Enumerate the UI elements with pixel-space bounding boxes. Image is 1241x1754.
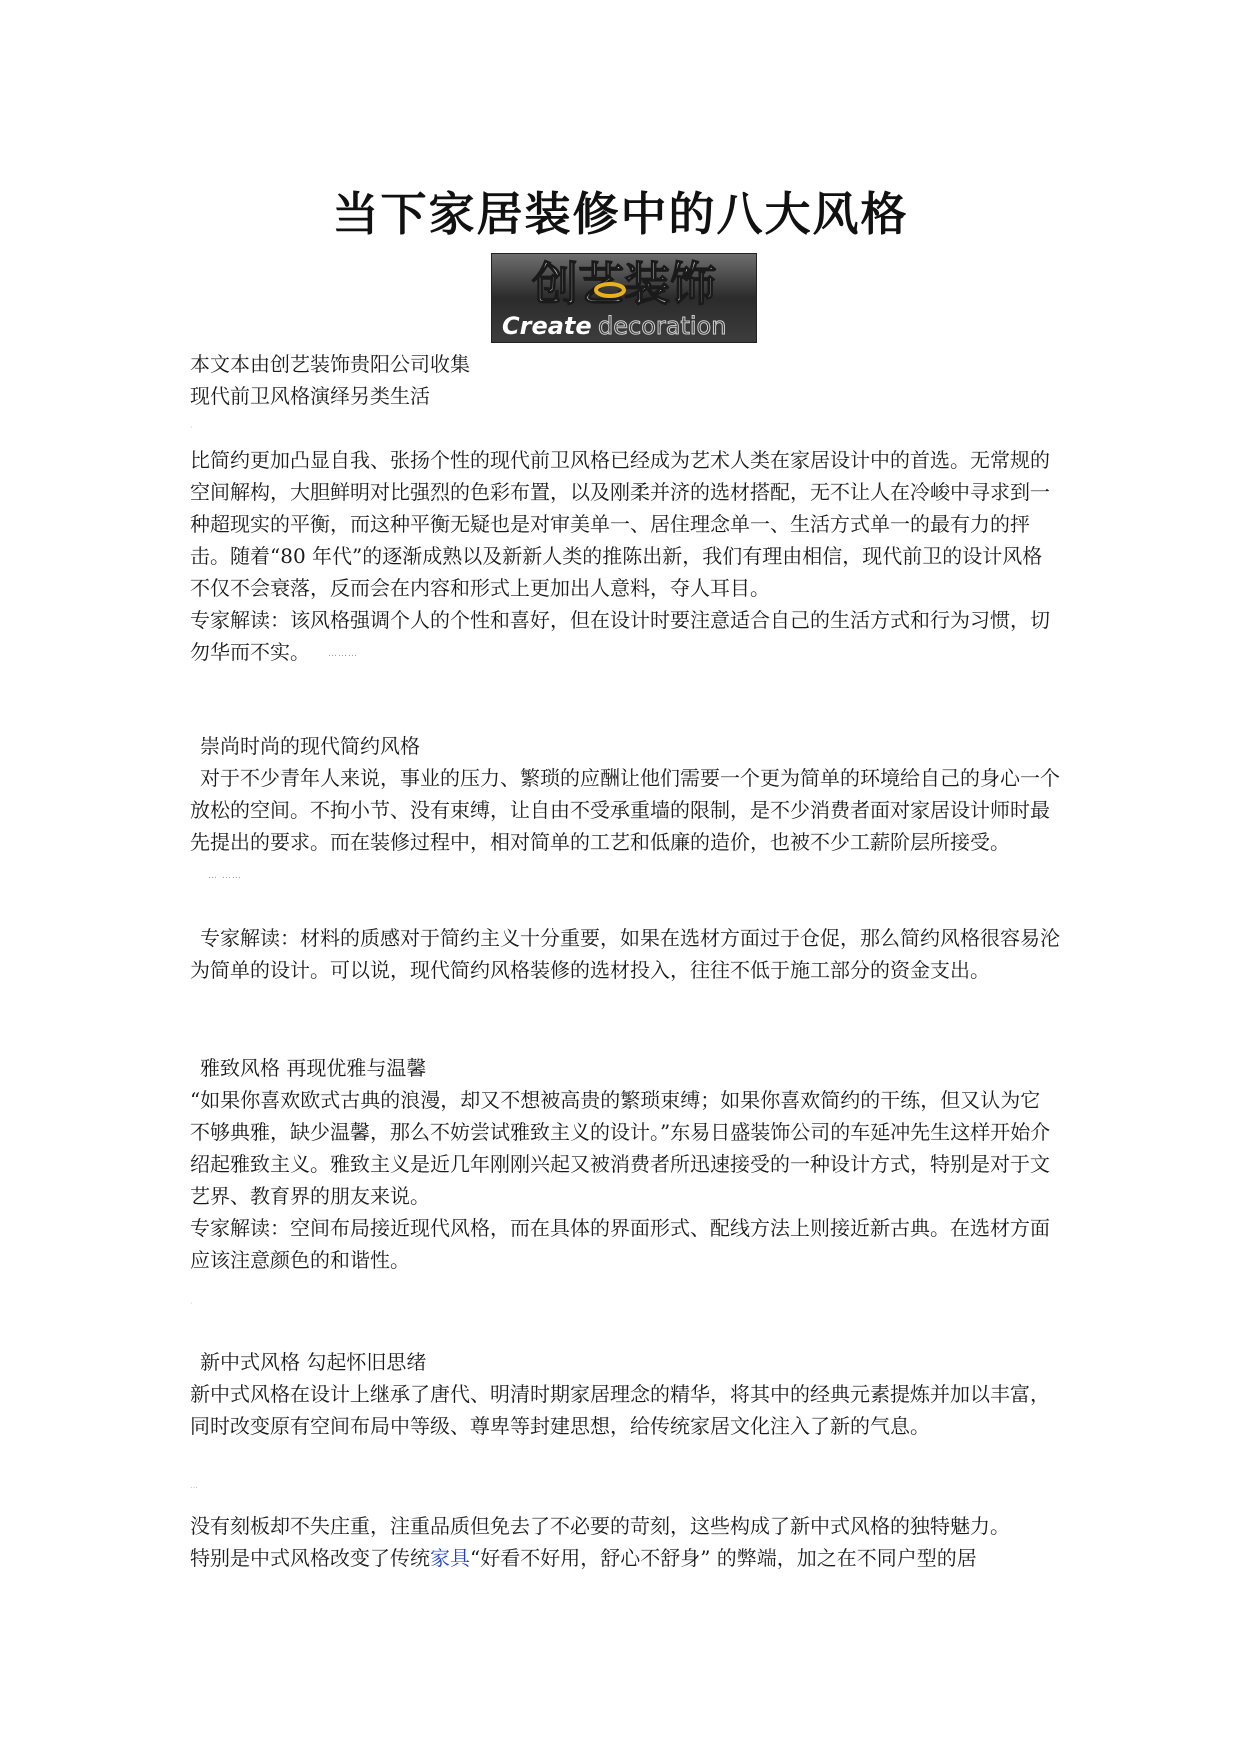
section4-body2: 没有刻板却不失庄重，注重品质但免去了不必要的苛刻，这些构成了新中式风格的独特魅力。 — [190, 1514, 1010, 1538]
logo-cn-text: 创艺装饰 — [532, 257, 716, 311]
page-title: 当下家居装修中的八大风格 — [332, 187, 909, 241]
section3 — [190, 1052, 1060, 1276]
section2-expert: 专家解读：材料的质感对于简约主义十分重要，如果在选材方面过于仓促，那么简约风格很容易沦为简单的设计。可以说，现代简约风格装修的选材投入，往往不低于施工部分的资金支出。 — [190, 926, 1060, 982]
logo-en-decoration: decoration — [598, 312, 727, 340]
furniture-link[interactable]: 家具 — [430, 1546, 470, 1570]
section1-body: 比简约更加凸显自我、张扬个性的现代前卫风格已经成为艺术人类在家居设计中的首选。无常规的空间解构，大胆鲜明对比强烈的色彩布置，以及刚柔并济的选材搭配，无不让人在冷峻中寻求到一种超现实的平衡，而这种平衡无疑也是对审美单一、居住理念单一、生活方式单一的最有力的抨击。随着“80 年代”的逐渐成熟以及新新人类的推陈出新，我们有理由相信，现代前卫的设计风格不仅不会衰落，反而会在内容和形式上更加出人意料，夺人耳目。 — [190, 448, 1050, 600]
ellipsis-mark: … …… — [208, 870, 242, 881]
section4-body: 新中式风格在设计上继承了唐代、明清时期家居理念的精华，将其中的经典元素提炼并加以丰富，同时改变原有空间布局中等级、尊卑等封建思想，给传统家居文化注入了新的气息。 — [190, 1382, 1050, 1438]
section4-heading: 新中式风格 勾起怀旧思绪 — [200, 1350, 427, 1374]
blank-marker: · — [190, 423, 193, 432]
section2-heading: 崇尚时尚的现代简约风格 — [200, 734, 420, 758]
section1-expert: 专家解读：该风格强调个人的个性和喜好，但在设计时要注意适合自己的生活方式和行为习惯，切勿华而不实。 ……… — [190, 604, 1060, 670]
source-note: 本文本由创艺装饰贵阳公司收集 — [190, 352, 470, 376]
section4 — [190, 1346, 1060, 1442]
ellipsis-mark: ……… — [328, 648, 358, 659]
blank-marker: · — [190, 1299, 193, 1308]
section2-expert-block — [190, 922, 1060, 986]
section1 — [190, 444, 1060, 670]
section4-body3: 特别是中式风格改变了传统家具“好看不好用，舒心不舒身” 的弊端，加之在不同户型的居 — [190, 1546, 977, 1570]
logo-en-create: Create — [502, 312, 592, 340]
section1-heading: 现代前卫风格演绎另类生活 — [190, 384, 430, 408]
section2 — [190, 730, 1060, 892]
intro-block — [190, 348, 1060, 412]
section4-continued — [190, 1510, 1060, 1574]
section2-body: 对于不少青年人来说，事业的压力、繁琐的应酬让他们需要一个更为简单的环境给自己的身心一个放松的空间。不拘小节、没有束缚，让自由不受承重墙的限制，是不少消费者面对家居设计师时最先提出的要求。而在装修过程中，相对简单的工艺和低廉的造价，也被不少工薪阶层所接受。… …… — [190, 762, 1060, 892]
section3-expert: 专家解读：空间布局接近现代风格，而在具体的界面形式、配线方法上则接近新古典。在选材方面应该注意颜色的和谐性。 — [190, 1216, 1050, 1272]
logo-graphic — [492, 254, 756, 342]
section3-heading: 雅致风格 再现优雅与温馨 — [200, 1056, 427, 1080]
section3-body: “如果你喜欢欧式古典的浪漫，却又不想被高贵的繁琐束缚；如果你喜欢简约的干练，但又认为它不够典雅，缺少温馨，那么不妨尝试雅致主义的设计。”东易日盛装饰公司的车延冲先生这样开始介绍起雅致主义。雅致主义是近几年刚刚兴起又被消费者所迅速接受的一种设计方式，特别是对于文艺界、教育界的朋友来说。 — [190, 1088, 1051, 1208]
company-logo — [491, 253, 757, 343]
blank-marker: … — [190, 1481, 198, 1490]
